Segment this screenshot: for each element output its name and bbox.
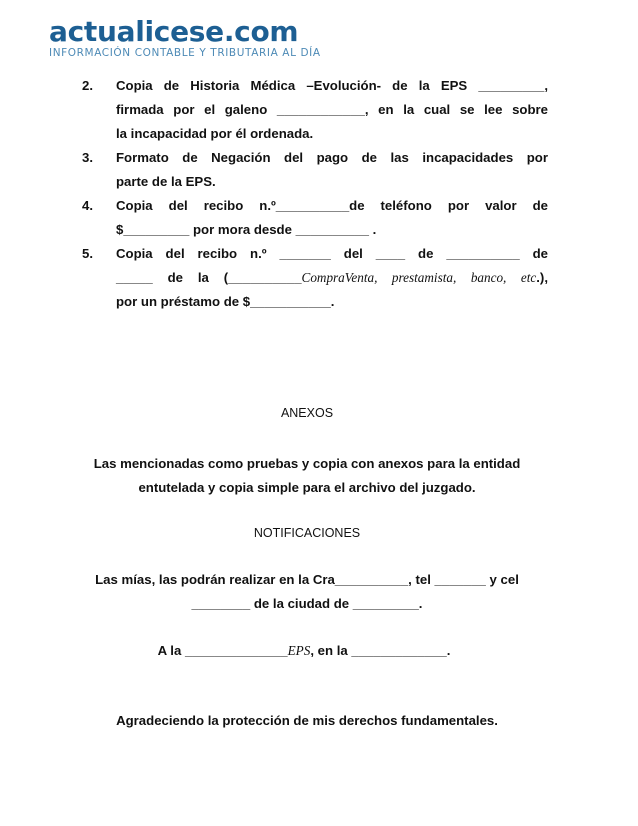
eps-italic: EPS	[287, 643, 311, 658]
item-line: firmada por el galeno ____________, en la cual se lee sobre	[116, 102, 548, 117]
actualicese-logo	[49, 15, 321, 59]
eps-text-run: , en la _____________.	[310, 643, 451, 658]
item-line: $_________ por mora desde __________ .	[116, 222, 377, 237]
list-item	[82, 74, 548, 146]
item-line: Copia del recibo n.º__________de teléfono por valor de	[116, 198, 548, 213]
logo-wordmark: actualicese.com	[49, 15, 299, 48]
list-item	[82, 194, 548, 242]
notificaciones-paragraph	[0, 568, 614, 616]
closing-statement: Agradeciendo la protección de mis derechos fundamentales.	[116, 713, 498, 728]
item-text-run: _____ de la (__________	[116, 270, 302, 285]
item-line: parte de la EPS.	[116, 174, 216, 189]
item-number: 3.	[82, 150, 93, 165]
notificaciones-line: Las mías, las podrán realizar en la Cra__________, tel _______ y cel	[95, 572, 519, 587]
item-number: 4.	[82, 198, 93, 213]
item-line: Formato de Negación del pago de las incapacidades por	[116, 150, 548, 165]
item-number: 2.	[82, 78, 93, 93]
list-item	[82, 146, 548, 194]
eps-text-run: A la ______________	[157, 643, 288, 658]
italic-placeholder: CompraVenta, prestamista, banco, etc	[301, 270, 537, 285]
item-text-run: .),	[536, 270, 548, 285]
anexos-paragraph	[0, 452, 614, 500]
item-line: la incapacidad por él ordenada.	[116, 126, 314, 141]
list-item	[82, 242, 548, 314]
notificaciones-heading: NOTIFICACIONES	[253, 526, 361, 540]
item-number: 5.	[82, 246, 93, 261]
anexos-line: Las mencionadas como pruebas y copia con anexos para la entidad	[93, 456, 521, 471]
item-line: por un préstamo de $___________.	[116, 294, 335, 309]
logo-tagline: INFORMACIÓN CONTABLE Y TRIBUTARIA AL DÍA	[49, 47, 321, 59]
anexos-heading: ANEXOS	[280, 406, 334, 420]
notificaciones-line: ________ de la ciudad de _________.	[191, 596, 423, 611]
item-line: Copia de Historia Médica –Evolución- de la EPS _________,	[116, 78, 548, 93]
eps-line	[0, 639, 611, 663]
item-line: Copia del recibo n.º _______ del ____ de __________ de	[116, 246, 548, 261]
item-line-mixed	[116, 266, 548, 290]
evidence-list	[82, 74, 548, 314]
anexos-line: entutelada y copia simple para el archivo del juzgado.	[138, 480, 476, 495]
